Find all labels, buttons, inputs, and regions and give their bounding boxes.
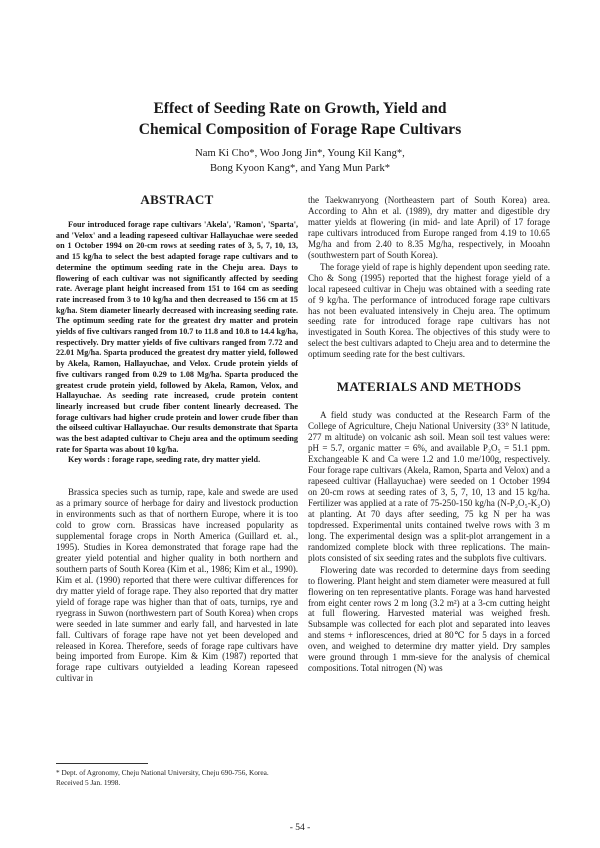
abstract-body: Four introduced forage rape cultivars 'Akela', 'Ramon', 'Sparta', and 'Velox' and a leading rapeseed cultivar Hallayuchae were seeded on 1 October 1994 on 20-cm rows at seeding rates of 3, 5, 7, 10, 13, and 15 kg/ha to select the best adapted forage rape cultivars and to determine the optimum seeding rate in the Cheju area. Days to flowering of each cultivar was not significantly affected by seeding rate. Average plant height increased from 151 to 164 cm as seeding rate increased from 3 to 10 kg/ha and then decreased to 156 cm at 15 kg/ha. Stem diameter linearly decreased with increasing seeding rate. The optimum seeding rate for the greatest dry matter and protein yields of five cultivars ranged from 10.7 to 11.8 and 10.8 to 14.4 kg/ha, respectively. Dry matter yields of five cultivars ranged from 7.72 and 22.01 Mg/ha. Sparta produced the greatest dry matter yield, followed by Akela, Ramon, Hallayuchae, and Velox. Crude protein yields of five cultivars ranged from 0.29 to 1.08 Mg/ha. Sparta produced the greatest crude protein yield, followed by Akela, Ramon, Velox, and Hallayuchae. As seeding rate increased, crude protein content linearly increased but crude fiber content linearly decreased. The forage cultivars had higher crude protein and lower crude fiber than the oilseed cultivar Hallayuchae. Our results demonstrate that Sparta was the best adapted cultivar to Cheju area and the optimum seeding rate for Sparta was about 10 kg/ha. (56, 220, 298, 454)
title-line-1: Effect of Seeding Rate on Growth, Yield and (153, 100, 447, 117)
page-number: - 54 - (289, 823, 311, 833)
footnote-affiliation: * Dept. of Agronomy, Cheju National University, Cheju 690-756, Korea. (56, 768, 269, 777)
introduction-continuation: the Taekwanryong (Northeastern part of South Korea) area. According to Ahn et al. (1989), dry matter and digestible dry matter yields at flowering (in mid- and late April) of 17 forage rape cultivars introduced from Europe ranged from 4.19 to 10.65 Mg/ha and from 2.40 to 8.35 Mg/ha, respectively, in Mooahn (southwestern part of South Korea). (308, 195, 550, 260)
title-line-2: Chemical Composition of Forage Rape Cultivars (138, 121, 462, 138)
introduction-paragraph: Brassica species such as turnip, rape, kale and swede are used as a primary source of herbage for dairy and livestock production in environments such as that of northern Europe, where it is too cold to grow corn. Brassicas have increased popularity as supplemental forage crops in North America (Guillard et. al., 1995). Studies in Korea demonstrated that forage rape had the greater yield potential and higher quality in both northern and southern parts of South Korea (Kim et al., 1986; Kim et al., 1990). Kim et al. (1990) reported that there were cultivar differences for dry matter yield of forage rape. They also reported that dry matter yield of forage rape was higher than that of oats, turnips, rye and ryegrass in Suwon (northwestern part of South Korea) when crops were seeded in late summer and early fall, and harvested in late fall. Cultivars of forage rape have not yet been developed and released in Korea. Therefore, seeds of forage rape cultivars have being imported from Europe. Kim & Kim (1987) reported that forage rape cultivars outyielded a leading Korean rapeseed cultivar in (56, 487, 298, 684)
authors-line-2: Bong Kyoon Kang*, and Yang Mun Park* (209, 162, 391, 174)
right-column (308, 195, 550, 674)
author-list (60, 147, 540, 176)
footnote-divider (56, 763, 148, 764)
left-column (56, 192, 298, 684)
paper-title (60, 98, 540, 140)
introduction-paragraph-2: The forage yield of rape is highly dependent upon seeding rate. Cho & Song (1995) reported that the highest forage yield of a local rapeseed cultivar in Cheju was obtained with a seeding rate of 9 kg/ha. The performance of introduced forage rape cultivars has not been evaluated intensively in Cheju area. The optimum seeding rate for introduced forage rape cultivars has not investigated in South Korea. The objectives of this study were to select the best cultivars adapted to Cheju area and to determine the optimum seeding rate for the best cultivars. (308, 261, 550, 360)
footnote-received: Received 5 Jan. 1998. (56, 777, 121, 787)
methods-paragraph-1: A field study was conducted at the Research Farm of the College of Agriculture, Cheju National University (33° N latitude, 277 m altitude) on volcanic ash soil. Mean soil test values were: pH = 5.7, organic matter = 6%, and available P₂O₅ = 51.1 ppm. Exchangeable K and Ca were 1.2 and 1.0 me/100g, respectively. Four forage rape cultivars (Akela, Ramon, Sparta and Velox) and a rapeseed cultivar (Hallayuchae) were seeded on 1 October 1994 on 20-cm rows at seeding rates of 3, 5, 7, 10, 13 and 15 kg/ha. Fertilizer was applied at a rate of 75-250-150 kg/ha (N-P₂O₅-K₂O) at planting. At 70 days after seeding, 75 kg N per ha was topdressed. Experimental units contained twelve rows with 3 m long. The experimental design was a split-plot arrangement in a randomized complete block with three replications. The main-plots consisted of six seeding rates and the subplots five cultivars. (308, 410, 551, 563)
methods-heading: MATERIALS AND METHODS (336, 379, 522, 395)
authors-line-1: Nam Ki Cho*, Woo Jong Jin*, Young Kil Kang*, (195, 148, 405, 159)
footnote (56, 768, 298, 787)
abstract-heading: ABSTRACT (140, 192, 214, 207)
methods-paragraph-2: Flowering date was recorded to determine days from seeding to flowering. Plant height and stem diameter were measured at full flowering on ten representative plants. Forage was hand harvested from eight center rows 2 m long (3.2 m²) at a 3-cm cutting height at full flowering. Harvested material was weighed fresh. Subsample was collected for each plot and separated into leaves and stems + inflorescences, dried at 80℃ for 5 days in a forced oven, and weighed to determine dry matter yield. Dry samples were ground through 1 mm-sieve for the analysis of chemical compositions. Total nitrogen (N) was (308, 564, 550, 674)
keywords: Key words : forage rape, seeding rate, dry matter yield. (68, 455, 261, 465)
